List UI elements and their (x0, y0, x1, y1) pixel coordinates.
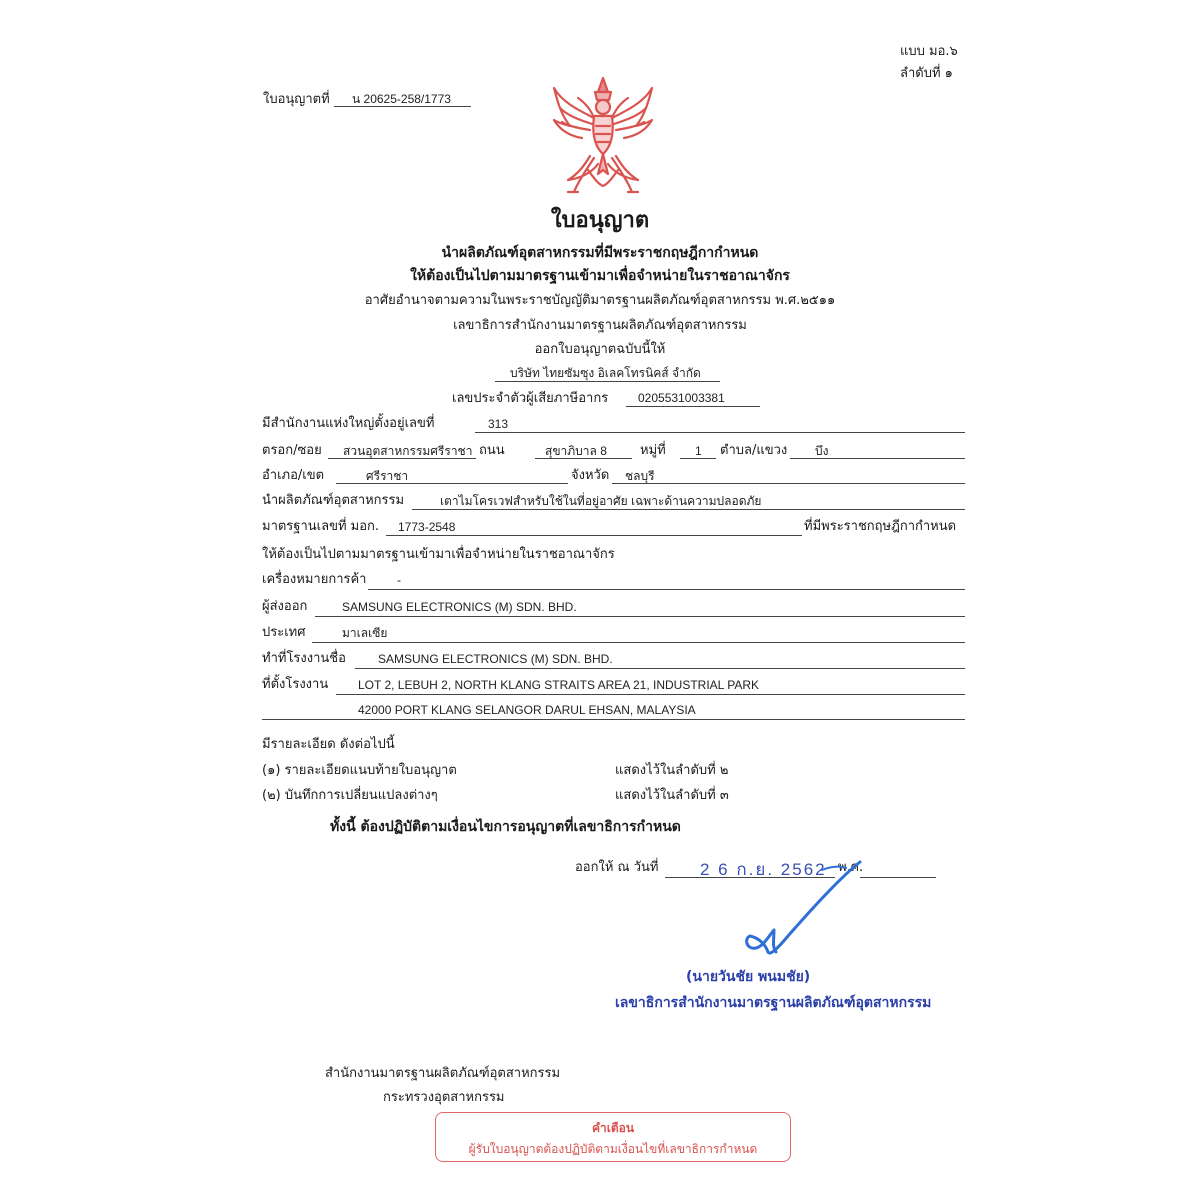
subtitle-2: ให้ต้องเป็นไปตามมาตรฐานเข้ามาเพื่อจำหน่ายในราชอาณาจักร (410, 268, 790, 284)
conformance-line: ให้ต้องเป็นไปตามมาตรฐานเข้ามาเพื่อจำหน่ายในราชอาณาจักร (262, 547, 615, 562)
location-label: ที่ตั้งโรงงาน (262, 677, 329, 692)
province-label: จังหวัด (571, 468, 610, 483)
standard-underline (386, 535, 802, 536)
amphoe-label: อำเภอ/เขต (262, 468, 325, 483)
warning-title: คำเตือน (591, 1121, 635, 1135)
location-line-1: LOT 2, LEBUH 2, NORTH KLANG STRAITS AREA 21, INDUSTRIAL PARK (358, 678, 760, 692)
hq-value: 313 (488, 417, 509, 431)
office-line-1: สำนักงานมาตรฐานผลิตภัณฑ์อุตสาหกรรม (325, 1066, 561, 1081)
authority-line-2: เลขาธิการสำนักงานมาตรฐานผลิตภัณฑ์อุตสาหกรรม (453, 318, 747, 333)
product-label: นำผลิตภัณฑ์อุตสาหกรรม (262, 493, 405, 508)
issued-label: ออกให้ ณ วันที่ (575, 860, 659, 875)
details-intro: มีรายละเอียด ดังต่อไปนี้ (262, 737, 395, 752)
condition-statement: ทั้งนี้ ต้องปฏิบัติตามเงื่อนไขการอนุญาตที่เลขาธิการกำหนด (330, 819, 681, 835)
factory-value: SAMSUNG ELECTRONICS (M) SDN. BHD. (378, 652, 613, 666)
standard-value: 1773-2548 (398, 520, 456, 534)
era-underline (860, 877, 936, 878)
location-underline-1 (336, 694, 965, 695)
authority-line-1: อาศัยอำนาจตามความในพระราชบัญญัติมาตรฐานผลิตภัณฑ์อุตสาหกรรม พ.ศ.๒๕๑๑ (364, 293, 836, 308)
soi-label: ตรอก/ซอย (262, 443, 322, 458)
location-underline-2 (262, 719, 965, 720)
exporter-underline (315, 616, 965, 617)
company-underline (495, 381, 720, 382)
tambon-underline (790, 458, 965, 459)
tambon-label: ตำบล/แขวง (720, 443, 788, 458)
signer-title: เลขาธิการสำนักงานมาตรฐานผลิตภัณฑ์อุตสาหกรรม (615, 995, 932, 1011)
exporter-label: ผู้ส่งออก (262, 599, 308, 614)
detail-2: (๒) บันทึกการเปลี่ยนแปลงต่างๆ (262, 788, 438, 803)
product-value: เตาไมโครเวฟสำหรับใช้ในที่อยู่อาศัย เฉพาะด้านความปลอดภัย (440, 494, 762, 508)
hq-label: มีสำนักงานแห่งใหญ่ตั้งอยู่เลขที่ (262, 416, 435, 431)
factory-label: ทำที่โรงงานชื่อ (262, 651, 346, 666)
hq-underline (475, 432, 965, 433)
moo-value: 1 (695, 444, 702, 458)
province-underline (612, 483, 965, 484)
exporter-value: SAMSUNG ELECTRONICS (M) SDN. BHD. (342, 600, 577, 614)
warning-text: ผู้รับใบอนุญาตต้องปฏิบัติตามเงื่อนไขที่เลขาธิการกำหนด (468, 1142, 758, 1156)
country-value: มาเลเซีย (342, 626, 388, 640)
trademark-value: - (397, 573, 401, 587)
trademark-underline (368, 589, 965, 590)
country-underline (312, 642, 965, 643)
subtitle-1: นำผลิตภัณฑ์อุตสาหกรรมที่มีพระราชกฤษฎีกากำหนด (441, 245, 759, 261)
amphoe-value: ศรีราชา (366, 469, 409, 483)
company-name: บริษัท ไทยซัมซุง อิเลคโทรนิคส์ จำกัด (510, 366, 701, 380)
signature-icon (730, 856, 870, 966)
taxid-label: เลขประจำตัวผู้เสียภาษีอากร (452, 391, 609, 406)
license-no-underline (334, 106, 471, 107)
license-no-value: น 20625-258/1773 (352, 92, 451, 106)
soi-value: สวนอุตสาหกรรมศรีราชา (343, 444, 473, 458)
taxid-underline (626, 406, 760, 407)
warning-box (435, 1112, 791, 1162)
tambon-value: บึง (815, 444, 829, 458)
moo-underline (680, 458, 716, 459)
office-line-2: กระทรวงอุตสาหกรรม (383, 1090, 505, 1105)
issued-date: 2 6 ก.ย. 2562 (700, 860, 827, 879)
authority-line-3: ออกใบอนุญาตฉบับนี้ให้ (534, 342, 666, 357)
document-title: ใบอนุญาต (550, 208, 650, 233)
road-label: ถนน (479, 443, 505, 458)
standard-label: มาตรฐานเลขที่ มอก. (262, 519, 380, 534)
moo-label: หมู่ที่ (640, 443, 666, 458)
trademark-label: เครื่องหมายการค้า (262, 572, 367, 587)
location-line-2: 42000 PORT KLANG SELANGOR DARUL EHSAN, MALAYSIA (358, 703, 696, 717)
garuda-emblem-icon (548, 74, 658, 196)
era-label: พ.ศ. (838, 860, 864, 875)
detail-2-ref: แสดงไว้ในลำดับที่ ๓ (615, 788, 729, 803)
factory-underline (355, 668, 965, 669)
product-underline (412, 509, 965, 510)
sequence-number: ลำดับที่ ๑ (900, 66, 953, 81)
detail-1-ref: แสดงไว้ในลำดับที่ ๒ (615, 763, 729, 778)
road-underline (535, 458, 632, 459)
country-label: ประเทศ (262, 625, 306, 640)
province-value: ชลบุรี (625, 469, 655, 483)
signer-name: (นายวันชัย พนมชัย) (686, 969, 811, 985)
road-value: สุขาภิบาล 8 (545, 444, 607, 458)
taxid-value: 0205531003381 (638, 391, 725, 405)
amphoe-underline (336, 483, 568, 484)
form-code: แบบ มอ.๖ (900, 44, 958, 59)
detail-1: (๑) รายละเอียดแนบท้ายใบอนุญาต (262, 763, 457, 778)
standard-suffix: ที่มีพระราชกฤษฎีกากำหนด (804, 519, 957, 534)
soi-underline (328, 458, 476, 459)
license-no-label: ใบอนุญาตที่ (263, 92, 330, 107)
